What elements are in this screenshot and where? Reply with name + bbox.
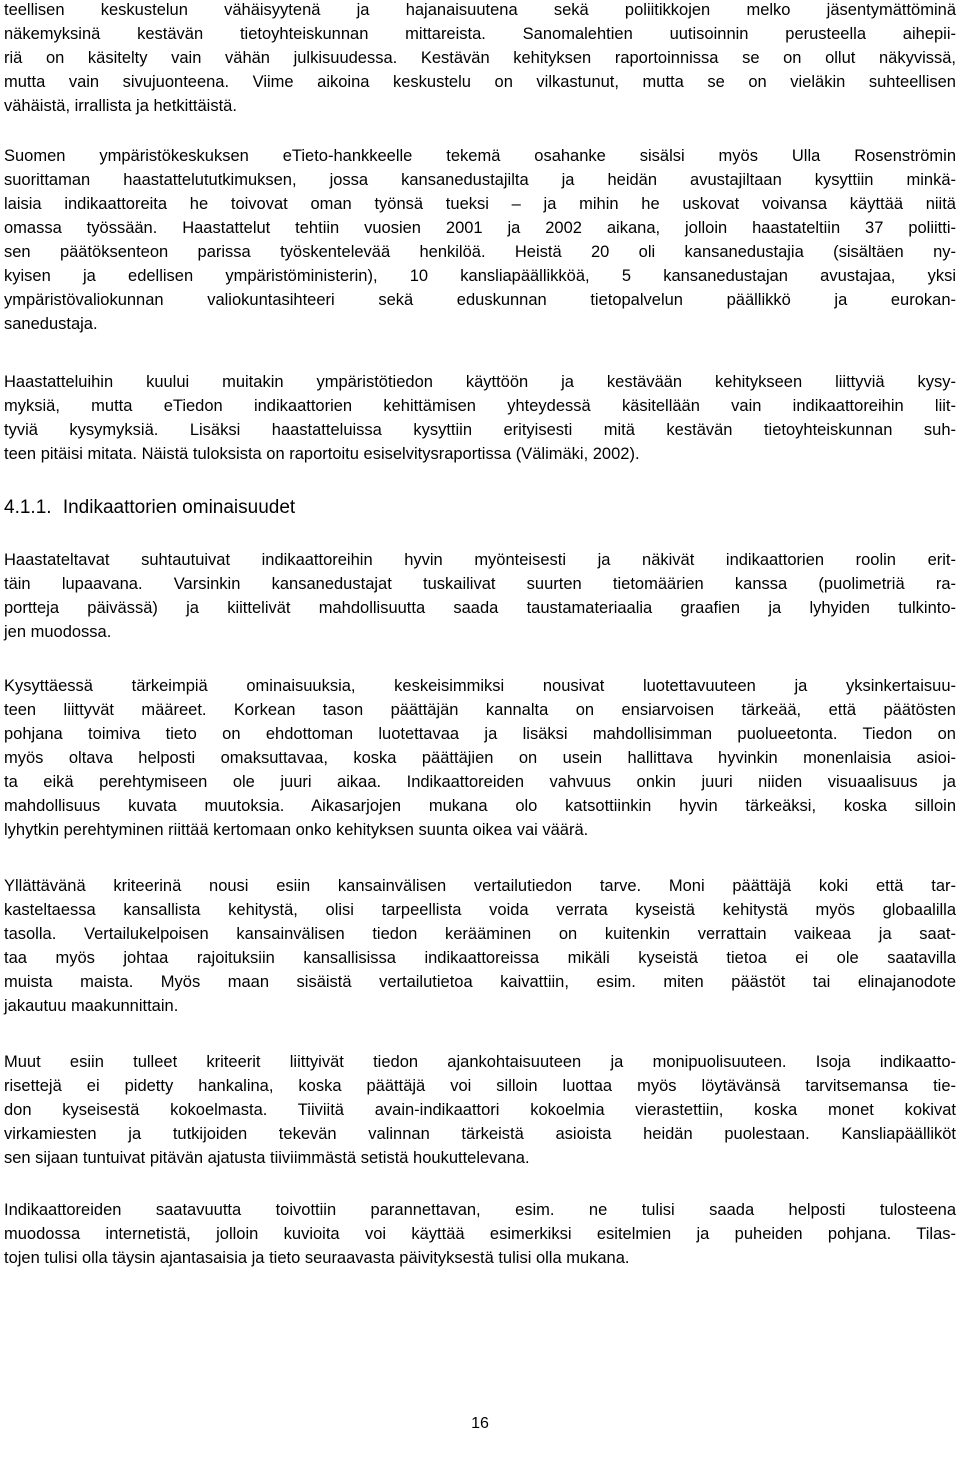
section-heading xyxy=(4,494,295,522)
section-number: 4.1.1. xyxy=(4,497,52,518)
text-line: teen liittyvät määreet. Korkean tason päättäjän kannalta on ensiarvoisen tärkeää, että päätösten xyxy=(4,701,956,719)
text-line: tyviä kysymyksiä. Lisäksi haastatteluissa kysyttiin erityisesti mitä kestävän tietoyhteiskunnan suh- xyxy=(4,421,956,439)
text-line: näkemyksinä kestävän tietoyhteiskunnan mittareista. Sanomalehtien uutisoinnin perusteella aihepii- xyxy=(4,25,956,43)
text-line: kyisen ja edellisen ympäristöministerin), 10 kansliapäällikköä, 5 kansanedustajan avustajaa, yksi xyxy=(4,267,956,285)
text-line: teen pitäisi mitata. Näistä tuloksista on raportoitu esiselvitysraportissa (Välimäki, 2002). xyxy=(4,445,640,463)
text-line: teellisen keskustelun vähäisyytenä ja hajanaisuutena sekä poliitikkojen melko jäsentymättöminä xyxy=(4,1,956,19)
text-line: muodossa internetistä, jolloin kuvioita voi käyttää esimerkiksi esitelmien ja puheiden pohjana. Tilas- xyxy=(4,1225,956,1243)
text-line: Muut esiin tulleet kriteerit liittyivät tiedon ajankohtaisuuteen ja monipuolisuuteen. Isoja indikaatto- xyxy=(4,1053,956,1071)
text-line: tasolla. Vertailukelpoisen kansainvälisen tiedon kerääminen on kuitenkin verrattain vaikeaa ja saat- xyxy=(4,925,956,943)
text-line: Yllättävänä kriteerinä nousi esiin kansainvälisen vertailutiedon tarve. Moni päättäjä koki että tar- xyxy=(4,877,956,895)
text-line: Suomen ympäristökeskuksen eTieto-hankkeelle tekemä osahanke sisälsi myös Ulla Rosenströmin xyxy=(4,147,956,165)
text-line: riä on käsitelty vain vähän julkisuudessa. Kestävän kehityksen raportoinnissa se on ollut näkyvissä, xyxy=(4,49,956,67)
intro-paragraph xyxy=(4,0,956,118)
section-title: Indikaattorien ominaisuudet xyxy=(62,497,296,518)
text-line: Haastateltavat suhtautuivat indikaattoreihin hyvin myönteisesti ja näkivät indikaattorien roolin erit- xyxy=(4,551,956,569)
text-line: lyhytkin perehtyminen riittää kertomaan onko kehityksen suunta oikea vai väärä. xyxy=(4,821,589,839)
text-line: tojen tulisi olla täysin ajantasaisia ja tieto seuraavasta päivityksestä tulisi olla mukana. xyxy=(4,1249,630,1267)
text-line: don kyseisestä kokoelmasta. Tiiviitä avain-indikaattori kokoelmia vierastettiin, koska monet kokivat xyxy=(4,1101,956,1119)
text-line: täin lupaavana. Varsinkin kansanedustajat tuskailivat suurten tietomäärien kanssa (puolimetriä ra- xyxy=(4,575,956,593)
text-line: vähäistä, irrallista ja hetkittäistä. xyxy=(4,97,237,115)
paragraph-other-criteria xyxy=(4,1050,956,1170)
text-line: sen päätöksenteon parissa työskentelevää henkilöä. Heistä 20 oli kansanedustajia (sisältäen ny- xyxy=(4,243,956,261)
text-line: virkamiesten ja tutkijoiden tekevän valinnan tärkeistä asioista heidän puolestaan. Kansliapäälliköt xyxy=(4,1125,956,1143)
page-number: 16 xyxy=(471,1415,489,1432)
text-line: muista maista. Myös maan sisäistä vertailutietoa kaivattiin, esim. miten päästöt tai elinajanodote xyxy=(4,973,956,991)
text-line: Indikaattoreiden saatavuutta toivottiin parannettavan, esim. ne tulisi saada helposti tulosteena xyxy=(4,1201,956,1219)
text-line: laisia indikaattoreita he toivovat oman työnsä tueksi – ja mihin he uskovat voivansa käyttää niitä xyxy=(4,195,956,213)
text-line: mahdollisuus kuvata muutoksia. Aikasarjojen mukana olo katsottiinkin hyvin tärkeäksi, koska silloin xyxy=(4,797,956,815)
text-line: Haastatteluihin kuului muitakin ympäristötiedon käyttöön ja kestävään kehitykseen liittyviä kysy- xyxy=(4,373,956,391)
text-line: Kysyttäessä tärkeimpiä ominaisuuksia, keskeisimmiksi nousivat luotettavuuteen ja yksinkertaisuu- xyxy=(4,677,956,695)
text-line: pohjana toimiva tieto on ehdottoman luotettavaa ja lisäksi mahdollisimman puolueetonta. Tiedon on xyxy=(4,725,956,743)
paragraph-international-comparison xyxy=(4,874,956,1018)
text-line: myksiä, mutta eTiedon indikaattorien kehittämisen yhteydessä käsitellään vain indikaattoreihin liit- xyxy=(4,397,956,415)
text-line: mutta vain sivujuonteena. Viime aikoina keskustelu on vilkastunut, mutta se on vieläkin suhteellisen xyxy=(4,73,956,91)
text-line: jen muodossa. xyxy=(4,623,112,641)
text-line: suorittaman haastattelututkimuksen, jossa kansanedustajilta ja heidän avustajiltaan kysyttiin minkä- xyxy=(4,171,956,189)
text-line: sen sijaan tuntuivat pitävän ajatusta tiiviimmästä setistä houkuttelevana. xyxy=(4,1149,530,1167)
paragraph-attitudes xyxy=(4,548,956,644)
text-line: kasteltaessa kansallista kehitystä, olisi tarpeellista voida verrata kyseistä kehitystä myös globaalilla xyxy=(4,901,956,919)
text-line: portteja päivässä) ja kiittelivät mahdollisuutta saada taustamateriaalia graafien ja lyhyiden tulkinto- xyxy=(4,599,956,617)
paragraph-interview-study xyxy=(4,144,956,336)
paragraph-availability xyxy=(4,1198,956,1270)
text-line: ympäristövaliokunnan valiokuntasihteeri sekä eduskunnan tietopalvelun päällikkö ja eurokan- xyxy=(4,291,956,309)
paragraph-key-properties xyxy=(4,674,956,842)
paragraph-interview-topics xyxy=(4,370,956,466)
text-line: risettejä ei pidetty hankalina, koska päättäjä voi silloin luottaa myös löytävänsä tarvitsemansa tie- xyxy=(4,1077,956,1095)
text-line: jakautuu maakunnittain. xyxy=(4,997,179,1015)
text-line: sanedustaja. xyxy=(4,315,98,333)
text-line: omassa työssään. Haastattelut tehtiin vuosien 2001 ja 2002 aikana, jolloin haastateltiin 37 poliitti- xyxy=(4,219,956,237)
text-line: myös oltava helposti omaksuttavaa, koska päättäjien on usein hallittava hyvinkin monenlaisia asioi- xyxy=(4,749,956,767)
text-line: taa myös johtaa rajoituksiin kansallisissa indikaattoreissa mikäli kyseistä tietoa ei ole saatavilla xyxy=(4,949,956,967)
text-line: ta eikä perehtymiseen ole juuri aikaa. Indikaattoreiden vahvuus onkin juuri niiden visuaalisuus ja xyxy=(4,773,956,791)
